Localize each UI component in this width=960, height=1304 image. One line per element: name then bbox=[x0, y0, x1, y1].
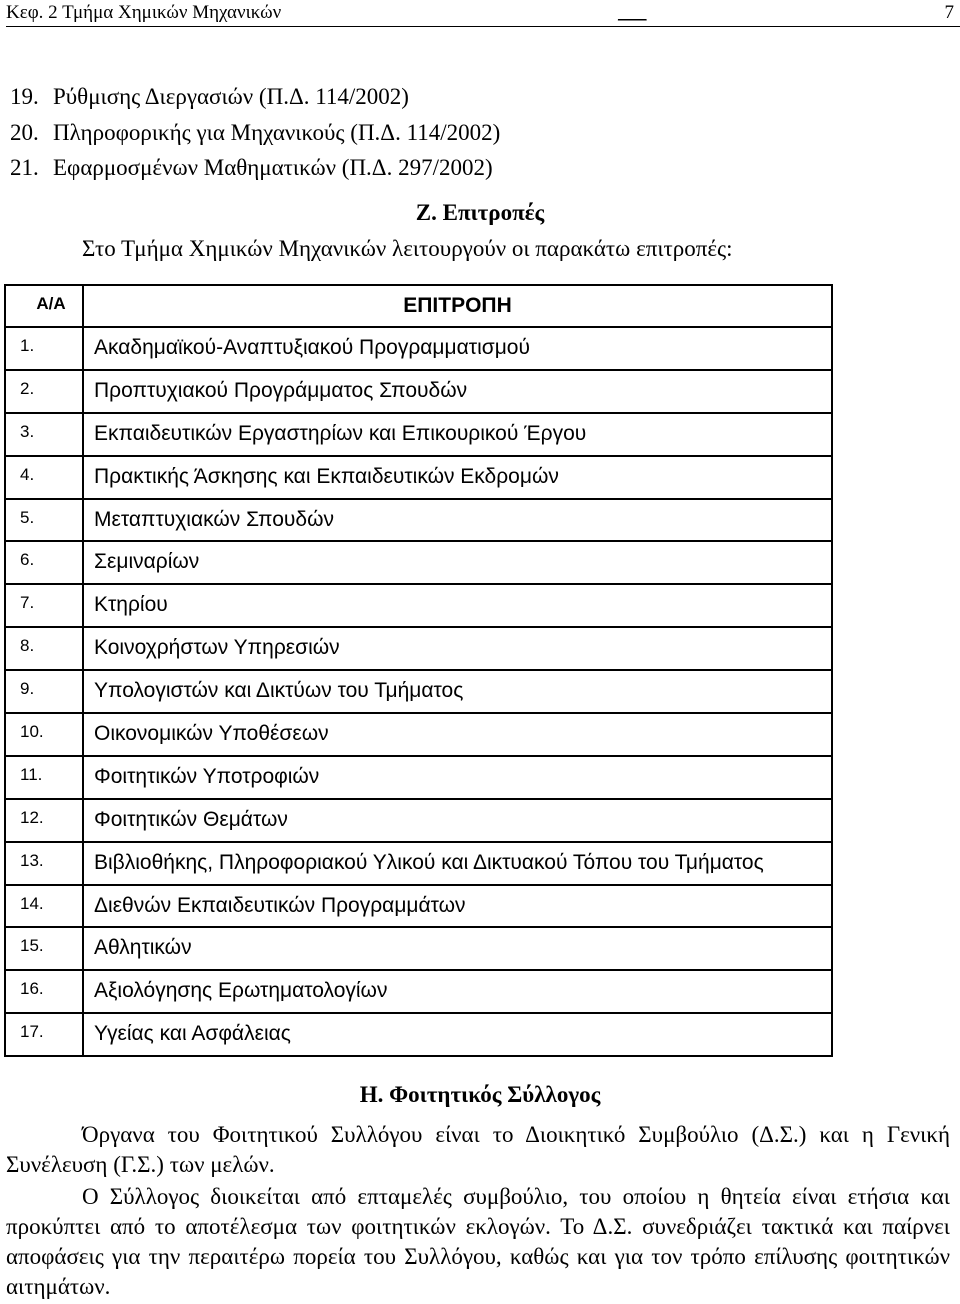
committee-name: Υπολογιστών και Δικτύων του Τμήματος bbox=[83, 670, 832, 713]
page-number: 7 bbox=[944, 2, 954, 23]
table-row bbox=[5, 756, 832, 799]
row-number: 7. bbox=[5, 584, 83, 627]
table-header-row bbox=[5, 285, 832, 327]
section-z-intro: Στο Τμήμα Χημικών Μηχανικών λειτουργούν οι παρακάτω επιτροπές: bbox=[82, 236, 733, 261]
table-row bbox=[5, 413, 832, 456]
committee-name: Αξιολόγησης Ερωτηματολογίων bbox=[83, 970, 832, 1013]
list-text: Ρύθμισης Διεργασιών (Π.Δ. 114/2002) bbox=[53, 84, 409, 109]
list-text: Εφαρμοσμένων Μαθηματικών (Π.Δ. 297/2002) bbox=[53, 155, 493, 180]
table-row bbox=[5, 499, 832, 542]
row-number: 1. bbox=[5, 327, 83, 370]
table-row bbox=[5, 670, 832, 713]
table-row bbox=[5, 541, 832, 584]
table-row bbox=[5, 970, 832, 1013]
committee-name: Κοινοχρήστων Υπηρεσιών bbox=[83, 627, 832, 670]
page-header bbox=[6, 0, 960, 27]
committee-name: Φοιτητικών Θεμάτων bbox=[83, 799, 832, 842]
committee-name: Μεταπτυχιακών Σπουδών bbox=[83, 499, 832, 542]
committee-name: Βιβλιοθήκης, Πληροφοριακού Υλικού και Δικτυακού Τόπου του Τμήματος bbox=[83, 842, 832, 885]
committees-table bbox=[4, 284, 833, 1057]
list-number: 20. bbox=[10, 120, 39, 145]
table-row bbox=[5, 713, 832, 756]
list-text: Πληροφορικής για Μηχανικούς (Π.Δ. 114/2002) bbox=[53, 120, 501, 145]
row-number: 8. bbox=[5, 627, 83, 670]
section-h-paragraph-1 bbox=[6, 1120, 950, 1180]
committee-name: Κτηρίου bbox=[83, 584, 832, 627]
row-number: 14. bbox=[5, 885, 83, 928]
list-number: 19. bbox=[10, 84, 39, 109]
section-h-paragraph-2 bbox=[6, 1182, 950, 1302]
row-number: 15. bbox=[5, 927, 83, 970]
committee-name: Εκπαιδευτικών Εργαστηρίων και Επικουρικού Έργου bbox=[83, 413, 832, 456]
row-number: 2. bbox=[5, 370, 83, 413]
section-z-title: Ζ. Επιτροπές bbox=[415, 200, 545, 225]
row-number: 6. bbox=[5, 541, 83, 584]
table-row bbox=[5, 927, 832, 970]
row-number: 17. bbox=[5, 1013, 83, 1056]
header-underline: ___ bbox=[618, 2, 647, 23]
row-number: 13. bbox=[5, 842, 83, 885]
table-row bbox=[5, 627, 832, 670]
paragraph-text: Ο Σύλλογος διοικείται από επταμελές συμβούλιο, του οποίου η θητεία είναι ετήσια και προκύπτει από το αποτέλεσμα των φοιτητικών εκλογών. Το Δ.Σ. συνεδριάζει τακτικά και παίρνει αποφάσεις για την περαιτέρω πορεία του Συλλόγου, καθώς και για τον τρόπο επίλυσης φοιτητικών αιτημάτων. bbox=[6, 1184, 950, 1299]
row-number: 16. bbox=[5, 970, 83, 1013]
row-number: 3. bbox=[5, 413, 83, 456]
table-row bbox=[5, 1013, 832, 1056]
table-row bbox=[5, 370, 832, 413]
row-number: 5. bbox=[5, 499, 83, 542]
list-number: 21. bbox=[10, 155, 39, 180]
table-row bbox=[5, 327, 832, 370]
table-row bbox=[5, 842, 832, 885]
section-h-title: Η. Φοιτητικός Σύλλογος bbox=[359, 1082, 601, 1107]
committee-name: Υγείας και Ασφάλειας bbox=[83, 1013, 832, 1056]
committee-name: Σεμιναρίων bbox=[83, 541, 832, 584]
column-header-aa: Α/Α bbox=[5, 285, 83, 327]
column-header-committee: ΕΠΙΤΡΟΠΗ bbox=[83, 285, 832, 327]
table-row bbox=[5, 456, 832, 499]
committee-name: Προπτυχιακού Προγράμματος Σπουδών bbox=[83, 370, 832, 413]
committee-name: Φοιτητικών Υποτροφιών bbox=[83, 756, 832, 799]
chapter-title: Κεφ. 2 Τμήμα Χημικών Μηχανικών bbox=[6, 2, 282, 23]
table-row bbox=[5, 584, 832, 627]
row-number: 12. bbox=[5, 799, 83, 842]
committee-name: Πρακτικής Άσκησης και Εκπαιδευτικών Εκδρομών bbox=[83, 456, 832, 499]
row-number: 10. bbox=[5, 713, 83, 756]
committee-name: Οικονομικών Υποθέσεων bbox=[83, 713, 832, 756]
committee-name: Διεθνών Εκπαιδευτικών Προγραμμάτων bbox=[83, 885, 832, 928]
table-row bbox=[5, 885, 832, 928]
committee-name: Ακαδημαϊκού-Αναπτυξιακού Προγραμματισμού bbox=[83, 327, 832, 370]
paragraph-text: Όργανα του Φοιτητικού Συλλόγου είναι το Διοικητικό Συμβούλιο (Δ.Σ.) και η Γενική Συνέλευση (Γ.Σ.) των μελών. bbox=[6, 1122, 950, 1177]
committee-name: Αθλητικών bbox=[83, 927, 832, 970]
row-number: 4. bbox=[5, 456, 83, 499]
row-number: 9. bbox=[5, 670, 83, 713]
table-row bbox=[5, 799, 832, 842]
row-number: 11. bbox=[5, 756, 83, 799]
